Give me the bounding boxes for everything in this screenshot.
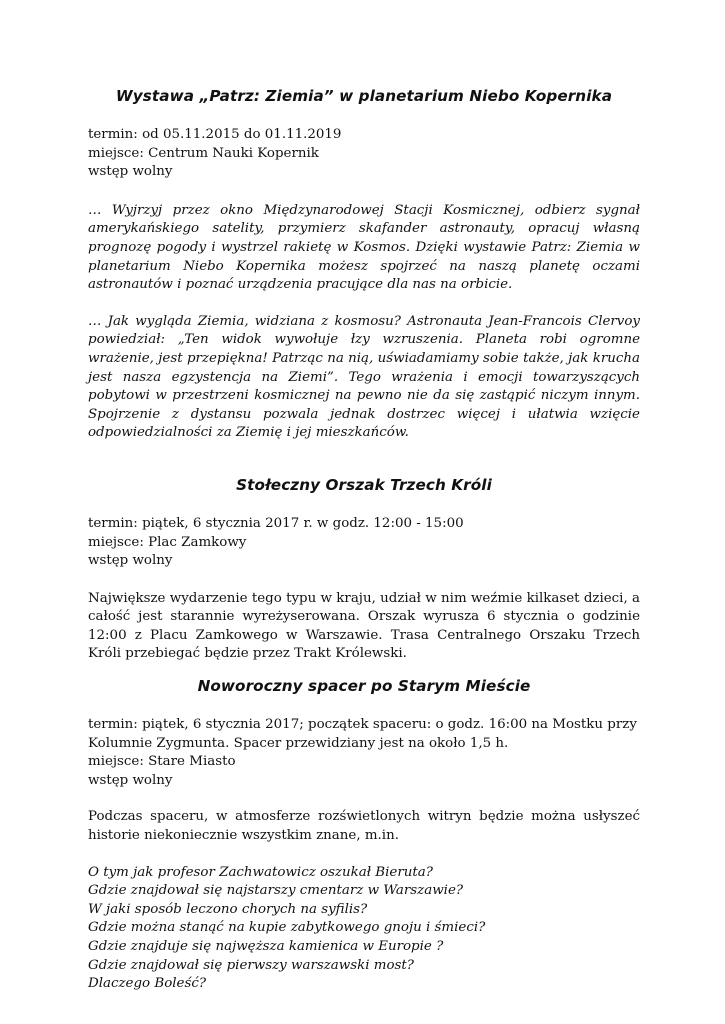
question-item: Gdzie znajdował się pierwszy warszawski most? (88, 957, 414, 973)
section-noworoczny-spacer (88, 676, 640, 994)
event-location: miejsce: Plac Zamkowy (88, 534, 247, 550)
section-title: Stołeczny Orszak Trzech Króli (236, 475, 492, 494)
event-admission: wstęp wolny (88, 553, 173, 569)
event-details (88, 515, 640, 571)
section-patrz-ziemia (88, 86, 640, 443)
section-orszak-trzech-kroli (88, 475, 640, 664)
description-paragraph: Największe wydarzenie tego typu w kraju, udział w nim weźmie kilkaset dzieci, a całość jest starannie wyreżyserowana. Orszak wyrusza 6 stycznia o godzinie 12:00 z Placu Zamkowego w Warszawie. Trasa Centralnego Orszaku Trzech Króli przebiegać będzie przez Trakt Królewski. (88, 590, 640, 662)
question-item: O tym jak profesor Zachwatowicz oszukał Bieruta? (88, 864, 433, 880)
event-details (88, 716, 640, 790)
description-paragraph: … Jak wygląda Ziemia, widziana z kosmosu? Astronauta Jean-Francois Clervoy powiedział: „Ten widok wywołuje łzy wzruszenia. Planeta robi ogromne wrażenie, jest przepiękna! Patrząc na nią, uświadamiamy sobie także, jak krucha jest nasza egzystencja na Ziemi”. Tego wrażenia i emocji towarzyszących pobytowi w przestrzeni kosmicznej na pewno nie da się zastąpić niczym innym. Spojrzenie z dystansu pozwala jednak dostrzec więcej i ułatwia wzięcie odpowiedzialności za Ziemię i jej mieszkańców. (88, 313, 640, 441)
question-item: Dlaczego Boleść? (88, 976, 207, 992)
event-date: termin: piątek, 6 stycznia 2017; początek spaceru: o godz. 16:00 na Mostku przy Kolumnie Zygmunta. Spacer przewidziany jest na około 1,5 h. (88, 717, 637, 751)
section-title: Wystawa „Patrz: Ziemia” w planetarium Niebo Kopernika (115, 87, 613, 105)
question-item: Gdzie można stanąć na kupie zabytkowego gnoju i śmieci? (88, 920, 486, 936)
question-item: Gdzie znajdował się najstarszy cmentarz w Warszawie? (88, 883, 464, 899)
question-list (88, 864, 640, 994)
description-paragraph: Podczas spaceru, w atmosferze rozświetlonych witryn będzie można usłyszeć historie niekoniecznie wszystkim znane, m.in. (88, 809, 640, 844)
event-details (88, 126, 640, 182)
question-item: W jaki sposób leczono chorych na syfilis? (88, 901, 368, 917)
event-admission: wstęp wolny (88, 772, 173, 788)
event-location: miejsce: Centrum Nauki Kopernik (88, 145, 319, 161)
event-admission: wstęp wolny (88, 164, 173, 180)
event-location: miejsce: Stare Miasto (88, 754, 236, 770)
section-title: Noworoczny spacer po Starym Mieście (197, 677, 531, 696)
question-item: Gdzie znajduje się najwęższa kamienica w Europie ? (88, 939, 444, 954)
event-date: termin: od 05.11.2015 do 01.11.2019 (88, 127, 342, 142)
description-paragraph: … Wyjrzyj przez okno Międzynarodowej Stacji Kosmicznej, odbierz sygnał amerykańskiego satelity, przymierz skafander astronauty, opracuj własną prognozę pogody i wystrzel rakietę w Kosmos. Dzięki wystawie Patrz: Ziemia w planetarium Niebo Kopernika możesz spojrzeć na naszą planetę oczami astronautów i poznać urządzenia pracujące dla nas na orbicie. (88, 202, 640, 293)
document-page (88, 80, 640, 994)
event-date: termin: piątek, 6 stycznia 2017 r. w godz. 12:00 - 15:00 (88, 515, 464, 531)
